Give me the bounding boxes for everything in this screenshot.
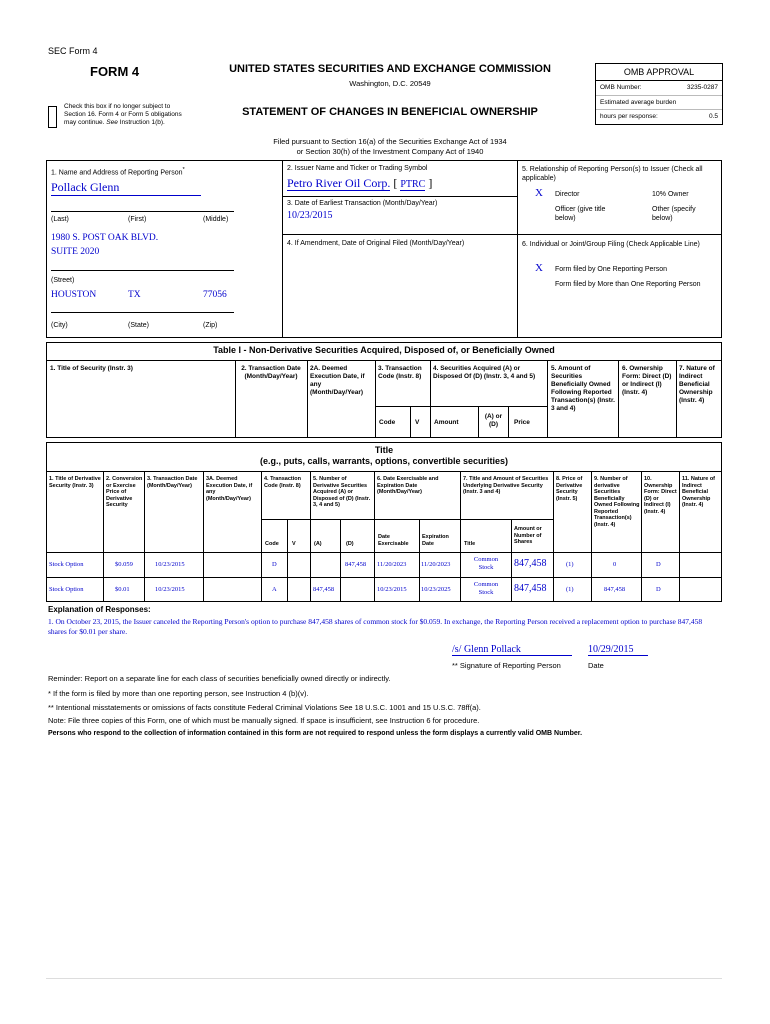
box4-label: 4. If Amendment, Date of Original Filed (Month/Day/Year)	[287, 240, 465, 247]
row1-deriv-price[interactable]: (1)	[566, 561, 574, 568]
director-label: Director	[555, 191, 580, 198]
t1-col6: 6. Ownership Form: Direct (D) or Indirect (I) (Instr. 4)	[622, 365, 672, 396]
row1-price[interactable]: $0.059	[115, 561, 133, 568]
t1-amount: Amount	[434, 419, 459, 426]
row2-deriv-price[interactable]: (1)	[566, 586, 574, 593]
director-mark[interactable]: X	[535, 187, 543, 199]
t2-date-ex: Date Exercisable	[378, 534, 409, 547]
t2-col10: 10. Ownership Form: Direct (D) or Indirect (I) (Instr. 4)	[644, 476, 677, 515]
t2-amount-shares: Amount or Number of Shares	[514, 526, 542, 545]
first-label: (First)	[128, 216, 147, 223]
row2-code[interactable]: A	[272, 586, 277, 593]
t1-col5: 5. Amount of Securities Beneficially Owned Following Reported Transaction(s) (Instr. 3 and 4)	[551, 365, 615, 412]
no-longer-subject-checkbox[interactable]	[48, 106, 57, 128]
explanation-text: 1. On October 23, 2015, the Issuer canceled the Reporting Person's option to purchase 847,458 shares of common stock for $0.059. In exchange, the Reporting Person received a replacement option to purchase 847,458 shares for $0.01 per share.	[48, 617, 703, 636]
t2-col4: 4. Transaction Code (Instr. 8)	[264, 476, 301, 489]
t2-col1: 1. Title of Derivative Security (Instr. 3)	[49, 476, 101, 489]
city-value[interactable]: HOUSTON	[51, 290, 97, 300]
middle-label: (Middle)	[203, 216, 229, 223]
t1-col7: 7. Nature of Indirect Beneficial Ownership (Instr. 4)	[679, 365, 715, 404]
box2-label: 2. Issuer Name and Ticker or Trading Symbol	[287, 165, 428, 172]
omb-title: OMB APPROVAL	[596, 64, 722, 81]
t1-col2a: 2A. Deemed Execution Date, if any (Month/Day/Year)	[310, 365, 365, 396]
omb-approval-box	[595, 63, 723, 125]
omb-hours-value: 0.5	[708, 113, 718, 120]
omb-burden-label: Estimated average burden	[596, 95, 722, 109]
t2-col2: 2. Conversion or Exercise Price of Derivative Security	[106, 476, 143, 508]
row2-security[interactable]: Stock Option	[49, 586, 84, 593]
row2-price[interactable]: $0.01	[115, 586, 130, 593]
box3-label: 3. Date of Earliest Transaction (Month/Day/Year)	[287, 200, 438, 207]
note-text: Note: File three copies of this Form, one of which must be manually signed. If space is insufficient, see Instruction 6 for procedure.	[48, 716, 480, 725]
t2-code: Code	[265, 541, 279, 547]
commission-location: Washington, D.C. 20549	[349, 79, 431, 88]
one-person-mark[interactable]: X	[535, 262, 543, 274]
t2-v: V	[292, 541, 296, 547]
checkbox-instruction: Check this box if no longer subject to Section 16. Form 4 or Form 5 obligations may continue. See Instruction 1(b).	[64, 103, 182, 126]
street-label: (Street)	[51, 277, 75, 284]
row1-expiration[interactable]: 11/20/2023	[421, 561, 451, 568]
t1-col1: 1. Title of Security (Instr. 3)	[50, 365, 133, 372]
signature-label: ** Signature of Reporting Person	[452, 661, 561, 670]
other-label: Other (specify below)	[652, 206, 696, 222]
explanation-title: Explanation of Responses:	[48, 605, 151, 614]
row1-shares[interactable]: 847,458	[514, 558, 547, 569]
state-value[interactable]: TX	[128, 290, 141, 300]
table2-title: Title (e.g., puts, calls, warrants, options, convertible securities)	[259, 445, 509, 466]
earliest-transaction-date[interactable]: 10/23/2015	[287, 210, 333, 221]
t2-exp-date: Expiration Date	[422, 534, 449, 547]
row1-date[interactable]: 10/23/2015	[155, 561, 185, 568]
omb-number-value: 3235-0287	[686, 84, 718, 91]
t1-aord: (A) or (D)	[484, 413, 503, 428]
signature-date-label: Date	[588, 661, 604, 670]
form-title: FORM 4	[90, 64, 140, 79]
zip-value[interactable]: 77056	[203, 290, 227, 300]
omb-number-label: OMB Number:	[600, 84, 642, 91]
row1-form[interactable]: D	[656, 561, 661, 568]
t2-col5: 5. Number of Derivative Securities Acquired (A) or Disposed of (D) (Instr. 3, 4 and 5)	[313, 476, 371, 508]
reminder-text: Reminder: Report on a separate line for each class of securities beneficially owned directly or indirectly.	[48, 674, 391, 683]
t2-col3: 3. Transaction Date (Month/Day/Year)	[147, 476, 198, 489]
t1-code: Code	[379, 419, 396, 426]
row1-title[interactable]: Common Stock	[473, 556, 499, 571]
reporting-person-name[interactable]: Pollack Glenn	[51, 180, 201, 196]
row1-owned[interactable]: 0	[613, 561, 617, 568]
row2-shares[interactable]: 847,458	[514, 583, 547, 594]
t1-col2: 2. Transaction Date (Month/Day/Year)	[241, 365, 301, 380]
footnote-star1: * If the form is filed by more than one reporting person, see Instruction 4 (b)(v).	[48, 689, 309, 698]
footnote-star2: ** Intentional misstatements or omissions of facts constitute Federal Criminal Violations See 18 U.S.C. 1001 and 15 U.S.C. 78ff(a).	[48, 703, 481, 712]
t2-a: (A)	[314, 541, 322, 547]
issuer-name[interactable]: Petro River Oil Corp.	[287, 176, 391, 190]
zip-label: (Zip)	[203, 322, 218, 329]
state-label: (State)	[128, 322, 150, 329]
box6-label: 6. Individual or Joint/Group Filing (Check Applicable Line)	[522, 241, 700, 248]
row1-d[interactable]: 847,458	[345, 561, 367, 568]
row1-security[interactable]: Stock Option	[49, 561, 84, 568]
t1-col4: 4. Securities Acquired (A) or Disposed Of (D) (Instr. 3, 4 and 5)	[433, 365, 536, 380]
issuer-name-ticker: Petro River Oil Corp. [ PTRC ]	[287, 176, 433, 190]
row2-owned[interactable]: 847,458	[604, 586, 626, 593]
t2-col8: 8. Price of Derivative Security (Instr. 5)	[556, 476, 583, 502]
filed-pursuant: Filed pursuant to Section 16(a) of the Securities Exchange Act of 1934 or Section 30(h) of the Investment Company Act of 1940	[273, 137, 507, 156]
omb-hours-label: hours per response:	[600, 113, 658, 120]
t2-d: (D)	[346, 541, 354, 547]
commission-title: UNITED STATES SECURITIES AND EXCHANGE COMMISSION	[229, 63, 551, 75]
officer-label: Officer (give title below)	[555, 206, 606, 222]
t1-v: V	[415, 419, 420, 426]
more-persons-label: Form filed by More than One Reporting Person	[555, 281, 701, 288]
last-label: (Last)	[51, 216, 69, 223]
row2-expiration[interactable]: 10/23/2025	[421, 586, 451, 593]
signature-date[interactable]: 10/29/2015	[588, 644, 648, 656]
t2-title: Title	[464, 541, 476, 547]
row2-date[interactable]: 10/23/2015	[155, 586, 185, 593]
t2-col9: 9. Number of derivative Securities Beneficially Owned Following Reported Transaction(s) (Instr. 4)	[594, 476, 640, 528]
sec-form-label: SEC Form 4	[48, 46, 98, 56]
row1-code[interactable]: D	[272, 561, 277, 568]
box1-label: 1. Name and Address of Reporting Person*	[51, 167, 185, 177]
box5-label: 5. Relationship of Reporting Person(s) to Issuer (Check all applicable)	[522, 166, 703, 182]
street-address[interactable]: 1980 S. POST OAK BLVD. SUITE 2020	[51, 233, 159, 257]
t2-col11: 11. Nature of Indirect Beneficial Ownership (Instr. 4)	[682, 476, 716, 508]
row2-title[interactable]: Common Stock	[473, 581, 499, 596]
page-footer-divider	[46, 978, 722, 979]
row2-a[interactable]: 847,458	[313, 586, 335, 593]
t1-col3: 3. Transaction Code (Instr. 8)	[378, 365, 422, 380]
t2-col6: 6. Date Exercisable and Expiration Date (Month/Day/Year)	[377, 476, 439, 495]
row1-exercisable[interactable]: 11/20/2023	[377, 561, 407, 568]
t2-col7: 7. Title and Amount of Securities Underlying Derivative Security (Instr. 3 and 4)	[463, 476, 549, 495]
t1-price: Price	[514, 419, 530, 426]
persons-notice: Persons who respond to the collection of information contained in this form are not required to respond unless the form displays a currently valid OMB Number.	[48, 730, 583, 737]
one-person-label: Form filed by One Reporting Person	[555, 266, 668, 273]
signature-name[interactable]: /s/ Glenn Pollack	[452, 644, 572, 656]
row2-exercisable[interactable]: 10/23/2015	[377, 586, 407, 593]
row2-form[interactable]: D	[656, 586, 661, 593]
city-label: (City)	[51, 322, 68, 329]
ten-pct-owner-label: 10% Owner	[652, 191, 689, 198]
statement-title: STATEMENT OF CHANGES IN BENEFICIAL OWNERSHIP	[242, 106, 538, 118]
t2-col3a: 3A. Deemed Execution Date, if any (Month/Day/Year)	[206, 476, 253, 502]
table1-title: Table I - Non-Derivative Securities Acquired, Disposed of, or Beneficially Owned	[213, 345, 555, 355]
ticker-symbol[interactable]: PTRC	[400, 179, 426, 190]
